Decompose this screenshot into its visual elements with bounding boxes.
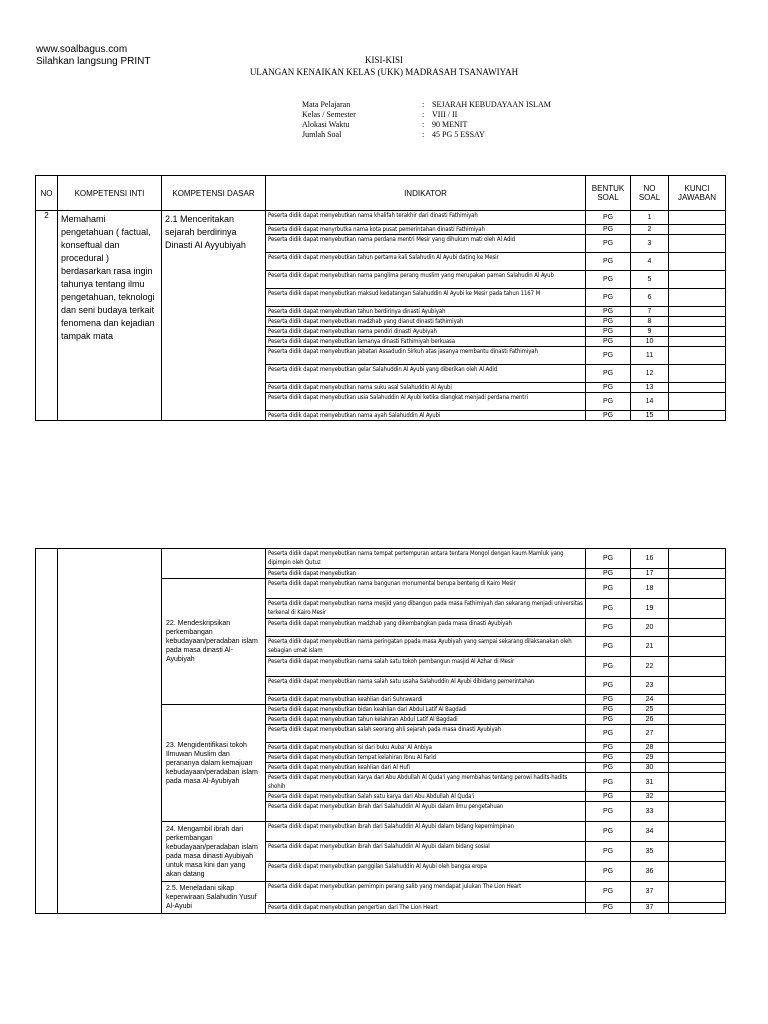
table-header [36,176,726,211]
meta-row [302,130,551,140]
indikator: Peserta didik dapat menyebutkan ibrah dari Salahuddin Al Ayubi dalam ilmu pengetahuan [266,802,586,822]
no-soal: 19 [631,599,669,619]
meta-colon: : [422,120,425,129]
kompetensi-dasar: 23. Mengidentifikasi tokoh Ilmuwan Muslim dan perananya dalam kemajuan kebudayaan/peradaban islam pada masa Al-Ayubiyah [162,705,266,822]
no-soal: 14 [631,393,669,411]
indikator: Peserta didik dapat menyebutkan panggilan Salahuddin Al Ayubi oleh bangsa eropa [266,862,586,882]
no-soal: 13 [631,383,669,393]
indikator: Peserta didik dapat menyebutkan nama tempat pertempuran antara tentara Mongol dengan kaum Mamluk yang dipimpin oleh Qutuz [266,549,586,569]
bentuk-soal: PG [586,862,631,882]
no-soal: 16 [631,549,669,569]
no-soal: 27 [631,725,669,743]
indikator: Peserta didik dapat menyebutkan nama perdana mentri Mesir yang dihukum mati oleh Al Adid [266,235,586,253]
meta-value: 45 PG 5 ESSAY [432,130,485,139]
kunci-jawaban [669,307,726,317]
header-kd: KOMPETENSI DASAR [162,176,266,211]
no-soal: 20 [631,619,669,637]
header-ki: KOMPETENSI INTI [58,176,162,211]
no-soal: 8 [631,317,669,327]
kunci-jawaban [669,327,726,337]
kunci-jawaban [669,225,726,235]
indikator: Peserta didik dapat menyebutkan nama salah satu usaha Salahuddin Al Ayubi dibidang pemerintahan [266,677,586,695]
row-number-empty [36,549,58,914]
bentuk-soal: PG [586,235,631,253]
no-soal: 1 [631,211,669,225]
header-no-soal: NO SOAL [631,176,669,211]
bentuk-soal: PG [586,695,631,705]
bentuk-soal: PG [586,271,631,289]
no-soal: 30 [631,763,669,773]
no-soal: 4 [631,253,669,271]
indikator: Peserta didik dapat menyebutkan bidan keahlian dari Abdul Latif Al Bagdadi [266,705,586,715]
kisi-table-1 [35,175,726,421]
bentuk-soal: PG [586,725,631,743]
doc-subtitle: ULANGAN KENAIKAN KELAS (UKK) MADRASAH TSANAWIYAH [249,67,519,77]
header-no: NO [36,176,58,211]
kunci-jawaban [669,882,726,903]
no-soal: 2 [631,225,669,235]
meta-value: VIII / II [432,110,458,119]
indikator: Peserta didik dapat menyebutkan tempat kelahiran Ibnu Al Farid [266,753,586,763]
indikator: Peserta didik dapat menyebutkan nama suku asal Salahuddin Al Ayubi [266,383,586,393]
indikator: Peserta didik dapat menyebutkan tahun kelahiran Abdul Latif Al Bagdadi [266,715,586,725]
no-soal: 21 [631,637,669,657]
kunci-jawaban [669,289,726,307]
header-kunci: KUNCI JAWABAN [669,176,726,211]
kunci-jawaban [669,619,726,637]
kunci-jawaban [669,753,726,763]
bentuk-soal: PG [586,677,631,695]
no-soal: 26 [631,715,669,725]
table-row [36,211,726,225]
bentuk-soal: PG [586,365,631,383]
kunci-jawaban [669,773,726,792]
no-soal: 35 [631,842,669,862]
no-soal: 32 [631,792,669,802]
kunci-jawaban [669,411,726,421]
header-bentuk-soal: BENTUK SOAL [586,176,631,211]
no-soal: 36 [631,862,669,882]
no-soal: 29 [631,753,669,763]
no-soal: 11 [631,347,669,365]
kunci-jawaban [669,393,726,411]
no-soal: 34 [631,822,669,842]
bentuk-soal: PG [586,902,631,913]
row-number: 2 [36,211,58,421]
indikator: Peserta didik dapat menyrbutka nama kota pusat pemerintahan dinasti Fathimiyah [266,225,586,235]
indikator: Peserta didik dapat menyebutkan Salah satu karya dari Abu Abdullah Al Quda'i [266,792,586,802]
indikator: Peserta didik dapat menyebutkan nama salah satu tokoh pembangun masjid Al Azhar di Mesir [266,657,586,677]
no-soal: 7 [631,307,669,317]
indikator: Peserta didik dapat menyebutkan nama panglima perang muslim yang merupakan paman Salahudin Al Ayub [266,271,586,289]
indikator: Peserta didik dapat menyebutkan ibrah dari Salahuddin Al Ayubi dalam bidang kepemimpinan [266,822,586,842]
bentuk-soal: PG [586,599,631,619]
kunci-jawaban [669,211,726,225]
indikator: Peserta didik dapat menyebutkan isi dari buku Auba' Al Anbiya [266,743,586,753]
kunci-jawaban [669,725,726,743]
bentuk-soal: PG [586,763,631,773]
kompetensi-dasar: 2.5. Meneladani sikap keperwiraan Salahudin Yusuf Al-Ayubi [162,882,266,914]
bentuk-soal: PG [586,753,631,763]
bentuk-soal: PG [586,637,631,657]
header-indikator: INDIKATOR [266,176,586,211]
bentuk-soal: PG [586,715,631,725]
bentuk-soal: PG [586,792,631,802]
kompetensi-dasar: 24. Mengambil ibrah dari perkembangan kebudayaan/peradaban islam pada masa dinasti Ayubiyah untuk masa kini dan yang akan datang [162,822,266,882]
kunci-jawaban [669,802,726,822]
bentuk-soal: PG [586,802,631,822]
meta-value: 90 MENIT [432,120,468,129]
bentuk-soal: PG [586,253,631,271]
meta-row [302,100,551,110]
indikator: Peserta didik dapat menyebutkan [266,569,586,579]
kunci-jawaban [669,695,726,705]
no-soal: 22 [631,657,669,677]
bentuk-soal: PG [586,327,631,337]
kunci-jawaban [669,337,726,347]
no-soal: 9 [631,327,669,337]
indikator: Peserta didik dapat menyebutkan usia Salahuddin Al Ayubi ketika diangkat menjadi perdana mentri [266,393,586,411]
bentuk-soal: PG [586,569,631,579]
meta-row [302,120,551,130]
no-soal: 6 [631,289,669,307]
indikator: Peserta didik dapat menyebutkan salah seorang ahli sejarah pada masa dinasti Ayubiyah [266,725,586,743]
table-row [36,549,726,569]
no-soal: 12 [631,365,669,383]
indikator: Peserta didik dapat menyebutkan jabatan Assadudin Sirkuh atas jasanya membantu dinasti Fathimiyah [266,347,586,365]
indikator: Peserta didik dapat menyebutkan pemimpin perang salib yang mendapat julukan The Lion Heart [266,882,586,903]
kunci-jawaban [669,253,726,271]
kunci-jawaban [669,763,726,773]
kunci-jawaban [669,549,726,569]
bentuk-soal: PG [586,842,631,862]
meta-key: Alokasi Waktu [302,120,350,129]
meta-colon: : [422,130,425,139]
indikator: Peserta didik dapat menyebutkan madzhab yang dianut dinasti fathimiyah [266,317,586,327]
indikator: Peserta didik dapat menyebutkan nama bangunan monumental berupa benteng di Kairo Mesir [266,579,586,599]
bentuk-soal: PG [586,225,631,235]
bentuk-soal: PG [586,882,631,903]
meta-colon: : [422,110,425,119]
kunci-jawaban [669,822,726,842]
bentuk-soal: PG [586,657,631,677]
site-url[interactable]: www.soalbagus.com [36,44,128,55]
meta-key: Kelas / Semester [302,110,356,119]
kompetensi-dasar: 2.1 Menceritakan sejarah berdirinya Dinasti Al Ayyubiyah [162,211,266,421]
indikator: Peserta didik dapat menyebutkan nama khalifah terakhir dari dinasti Fathimiyah [266,211,586,225]
kunci-jawaban [669,743,726,753]
bentuk-soal: PG [586,317,631,327]
indikator: Peserta didik dapat menyebutkan gelar Salahuddin Al Ayubi yang diberikan oleh Al Adid [266,365,586,383]
bentuk-soal: PG [586,289,631,307]
kunci-jawaban [669,347,726,365]
kunci-jawaban [669,579,726,599]
bentuk-soal: PG [586,211,631,225]
kunci-jawaban [669,317,726,327]
kompetensi-inti: Memahami pengetahuan ( factual, konseftual dan procedural ) berdasarkan rasa ingin tahunya tentang ilmu pengetahuan, teknologi dan seni budaya terkait fenomena dan kejadian tampak mata [58,211,162,421]
no-soal: 3 [631,235,669,253]
bentuk-soal: PG [586,383,631,393]
bentuk-soal: PG [586,337,631,347]
indikator: Peserta didik dapat menyebutkan nama ayah Salahuddin Al Ayubi [266,411,586,421]
meta-key: Jumlah Soal [302,130,342,139]
indikator: Peserta didik dapat menyebutkan lamanya dinasti Fathimiyah berkuasa [266,337,586,347]
kunci-jawaban [669,715,726,725]
indikator: Peserta didik dapat menyebutkan madzhab yang dikembangkan pada masa dinasti Ayubiyah [266,619,586,637]
no-soal: 37 [631,882,669,903]
kompetensi-dasar [162,549,266,579]
no-soal: 5 [631,271,669,289]
bentuk-soal: PG [586,619,631,637]
kunci-jawaban [669,677,726,695]
meta-row [302,110,551,120]
kunci-jawaban [669,862,726,882]
indikator: Peserta didik dapat menyebutkan tahun berdirinya dinasti Ayubiyah [266,307,586,317]
indikator: Peserta didik dapat menyebutkan ibrah dari Salahuddin Al Ayubi dalam bidang sosial [266,842,586,862]
bentuk-soal: PG [586,549,631,569]
kunci-jawaban [669,365,726,383]
bentuk-soal: PG [586,307,631,317]
kunci-jawaban [669,569,726,579]
kunci-jawaban [669,842,726,862]
indikator: Peserta didik dapat menyebutkan keahlian dari Suhrawardi [266,695,586,705]
kompetensi-inti-empty [58,549,162,914]
no-soal: 23 [631,677,669,695]
bentuk-soal: PG [586,347,631,365]
no-soal: 25 [631,705,669,715]
indikator: Peserta didik dapat menyebutkan karya dari Abu Abdullah Al Quda'i yang membahas tentang perowi hadits-hadits shohih [266,773,586,792]
kunci-jawaban [669,271,726,289]
doc-title: KISI-KISI [365,55,403,65]
meta-key: Mata Pelajaran [302,100,351,109]
bentuk-soal: PG [586,705,631,715]
meta-colon: : [422,100,425,109]
bentuk-soal: PG [586,773,631,792]
no-soal: 10 [631,337,669,347]
kunci-jawaban [669,657,726,677]
meta-value: SEJARAH KEBUDAYAAN ISLAM [432,100,551,109]
bentuk-soal: PG [586,579,631,599]
kunci-jawaban [669,235,726,253]
kunci-jawaban [669,383,726,393]
indikator: Peserta didik dapat menyebutkan pengertian dari The Lion Heart [266,902,586,913]
no-soal: 24 [631,695,669,705]
bentuk-soal: PG [586,393,631,411]
kunci-jawaban [669,792,726,802]
indikator: Peserta didik dapat menyebutkan nama mesjid yang dibangun pada masa Fathimiyah dan sekarang menjadi universitas terkenal di Kairo Mesir [266,599,586,619]
kunci-jawaban [669,705,726,715]
no-soal: 37 [631,902,669,913]
kisi-table-2 [35,548,726,914]
indikator: Peserta didik dapat menyebutkan keahlian dari Al Hufi [266,763,586,773]
kunci-jawaban [669,599,726,619]
no-soal: 28 [631,743,669,753]
no-soal: 31 [631,773,669,792]
no-soal: 33 [631,802,669,822]
indikator: Peserta didik dapat menyebutkan nama pendiri dinasti Ayubiyah [266,327,586,337]
print-note: Silahkan langsung PRINT [36,56,151,67]
kompetensi-dasar: 22. Mendeskripsikan perkembangan kebudayaan/peradaban islam pada masa dinasti Al-Ayubiyah [162,579,266,705]
no-soal: 15 [631,411,669,421]
no-soal: 18 [631,579,669,599]
bentuk-soal: PG [586,743,631,753]
meta-block [302,100,551,140]
indikator: Peserta didik dapat menyebutkan nama peringatan ppada masa Ayubiyah yang sampai sekarang dilaksanakan oleh sebagian umat islam [266,637,586,657]
kunci-jawaban [669,902,726,913]
indikator: Peserta didik dapat menyebutkan tahun pertama kali Salahudin Al Ayubi dating ke Mesir [266,253,586,271]
kunci-jawaban [669,637,726,657]
bentuk-soal: PG [586,411,631,421]
indikator: Peserta didik dapat menyebutkan maksud kedatangan Salahuddin Al Ayubi ke Mesir pada tahun 1167 M [266,289,586,307]
bentuk-soal: PG [586,822,631,842]
no-soal: 17 [631,569,669,579]
